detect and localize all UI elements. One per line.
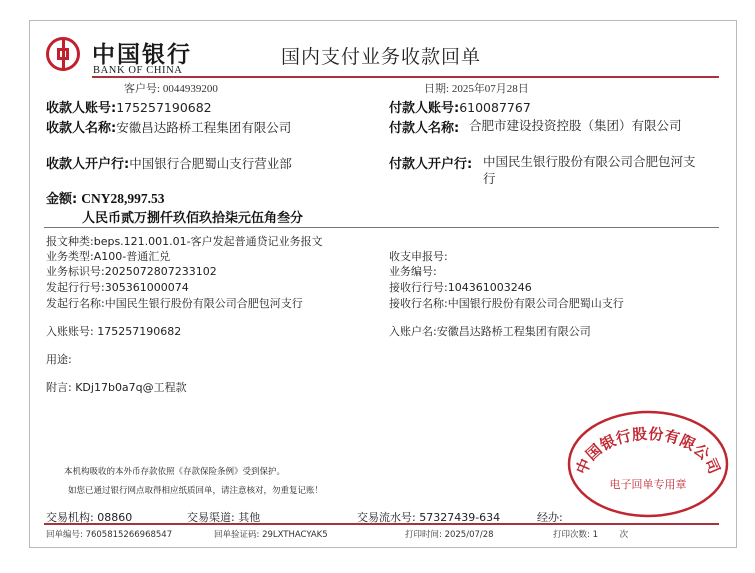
page-title: 国内支付业务收款回单: [281, 46, 482, 68]
detail-sender-bank-no: 发起行行号:305361000074: [46, 281, 189, 294]
detail-receiver-bank-name: 接收行名称:中国银行股份有限公司合肥蜀山支行: [389, 297, 624, 310]
payer-bank: 付款人开户行: 中国民生银行股份有限公司合肥包河支行: [389, 154, 696, 186]
print-time: 打印时间: 2025/07/28: [405, 530, 494, 540]
purpose: 用途:: [46, 353, 72, 366]
header-divider: [92, 76, 719, 78]
deposit-insurance-note: 本机构吸收的本外币存款依照《存款保险条例》受到保护。: [64, 467, 286, 477]
footer-serial: 交易流水号: 57327439-634: [357, 511, 501, 524]
payer-name: 付款人名称: 合肥市建设投资控股（集团）有限公司: [389, 118, 682, 136]
payee-name: 收款人名称:安徽昌达路桥工程集团有限公司: [46, 120, 292, 136]
remark: 附言: KDj17b0a7q@工程款: [46, 381, 187, 394]
customer-no: 客户号: 0044939200: [124, 83, 218, 95]
bank-name-en: BANK OF CHINA: [93, 65, 183, 76]
receipt-no: 回单编号: 7605815266968547: [46, 530, 173, 540]
receipt-date: 日期: 2025年07月28日: [424, 83, 529, 95]
duplicate-warning-note: 如您已通过银行网点取得相应纸质回单，请注意核对，勿重复记账！: [68, 486, 324, 496]
detail-business-id: 业务标识号:2025072807233102: [46, 265, 217, 278]
seal-arc-text: 中国银行股份有限公司: [572, 424, 724, 477]
detail-business-type: 业务类型:A100-普通汇兑: [46, 250, 171, 263]
electronic-receipt-seal-icon: [566, 409, 729, 519]
seal-center-text: 电子回单专用章: [609, 478, 687, 491]
amount: 金额: CNY28,997.53: [46, 191, 165, 207]
svg-text:中国银行股份有限公司: [572, 425, 723, 477]
payer-account: 付款人账号:610087767: [389, 100, 531, 116]
detail-receiver-bank-no: 接收行行号:104361003246: [389, 281, 532, 294]
print-count: 打印次数: 1 次: [553, 530, 629, 540]
footer-divider: [44, 523, 719, 525]
receipt-verify-code: 回单验证码: 29LXTHACYAK5: [214, 530, 328, 540]
detail-sender-bank-name: 发起行名称:中国民生银行股份有限公司合肥包河支行: [46, 297, 303, 310]
footer-org: 交易机构: 08860: [46, 511, 133, 524]
footer-operator: 经办:: [537, 511, 563, 524]
detail-business-no: 业务编号:: [389, 265, 437, 278]
footer-channel: 交易渠道: 其他: [187, 511, 261, 524]
detail-message-type: 报文种类:beps.121.001.01-客户发起普通贷记业务报文: [46, 235, 323, 248]
payee-bank: 收款人开户行:中国银行合肥蜀山支行营业部: [46, 156, 292, 172]
bank-name-cn: 中国银行: [92, 41, 192, 68]
payee-account: 收款人账号:175257190682: [46, 100, 212, 116]
entry-account: 入账账号: 175257190682: [46, 325, 182, 338]
bank-of-china-logo-icon: [46, 37, 80, 71]
amount-divider: [44, 227, 719, 228]
amount-in-words: 人民币贰万捌仟玖佰玖拾柒元伍角叁分: [82, 211, 304, 226]
entry-name: 入账户名:安徽昌达路桥工程集团有限公司: [389, 325, 591, 338]
detail-declaration-no: 收支申报号:: [389, 250, 448, 263]
